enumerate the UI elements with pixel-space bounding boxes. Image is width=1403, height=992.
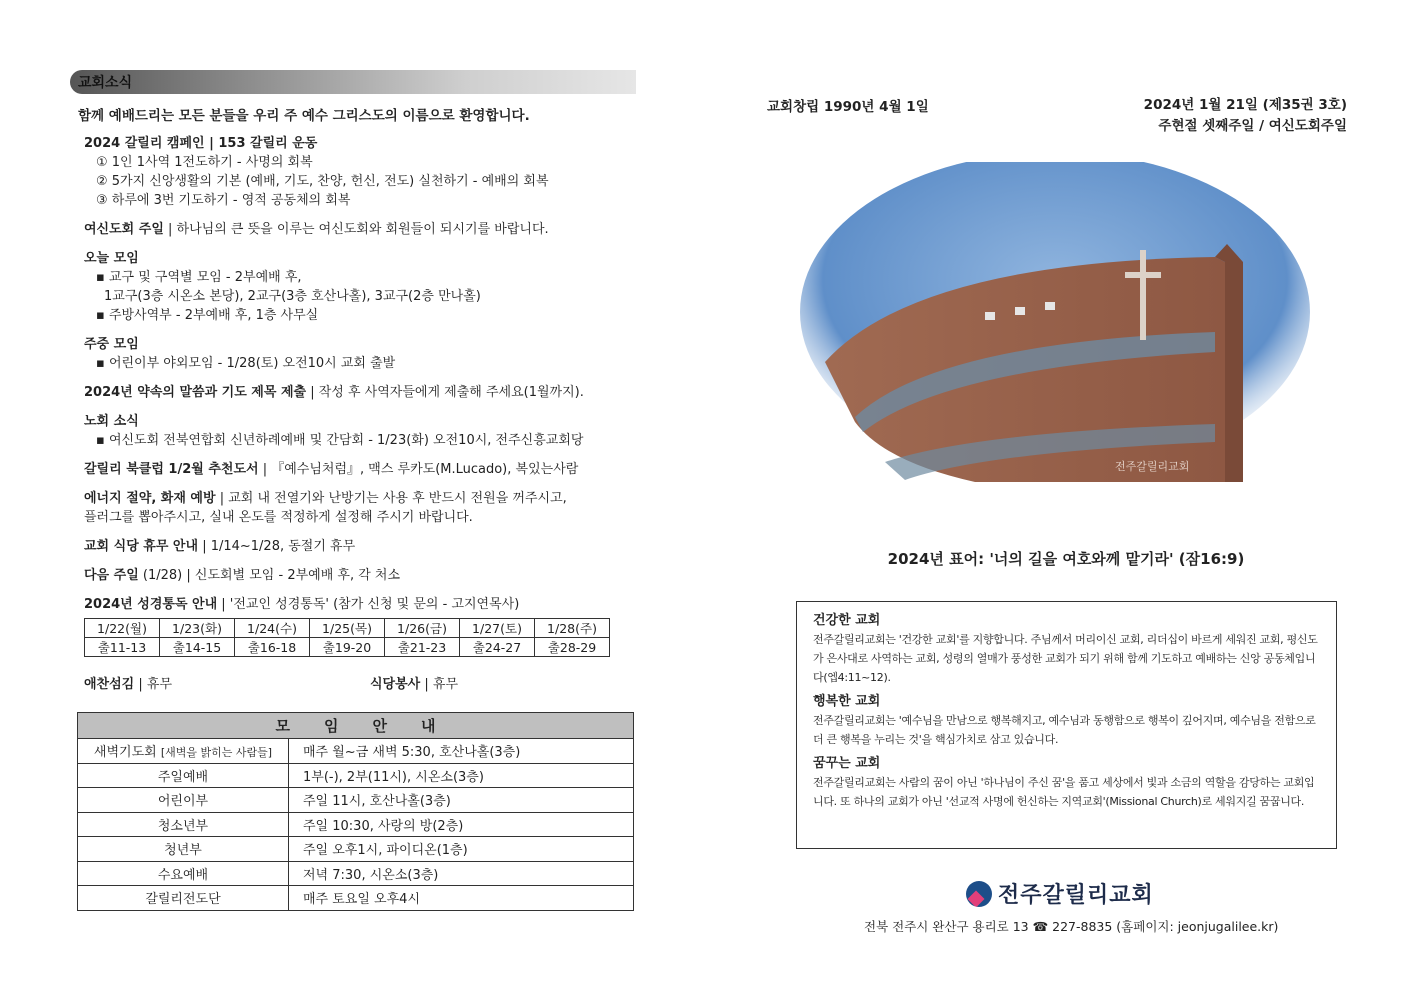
table-cell: 1/22(월) xyxy=(85,619,160,638)
book-title: 갈릴리 북클럽 1/2월 추천도서 xyxy=(84,462,259,477)
women-sunday-notice xyxy=(84,220,636,239)
serve-title: 식당봉사 xyxy=(370,677,421,692)
meeting-time: 매주 월~금 새벽 5:30, 호산나홀(3층) xyxy=(289,739,634,764)
meeting-name: 새벽기도회 [새벽을 밝히는 사람들] xyxy=(78,739,289,764)
today-meetings xyxy=(84,249,636,325)
choir-title: 애찬섬김 xyxy=(84,677,135,692)
bible-reading-notice xyxy=(84,595,636,614)
list-item: ▪ 어린이부 야외모임 - 1/28(토) 오전10시 교회 출발 xyxy=(96,356,396,371)
bible-text: | '전교인 성경통독' (참가 신청 및 문의 - 고지연목사) xyxy=(221,597,520,612)
bible-reading-table xyxy=(84,618,610,657)
table-row xyxy=(78,886,634,911)
founding-date: 교회창립 1990년 4월 1일 xyxy=(767,99,929,115)
logo-text: 전주갈릴리교회 xyxy=(998,883,1154,908)
address-line: 전북 전주시 완산구 용리로 13 ☎ 227-8835 (홈페이지: jeonjugalilee.kr) xyxy=(864,919,1279,934)
meeting-name: 어린이부 xyxy=(78,788,289,813)
book-club-notice xyxy=(84,460,636,479)
energy-notice xyxy=(84,489,636,527)
church-logo xyxy=(966,878,1154,909)
table-row xyxy=(78,812,634,837)
table-row xyxy=(78,739,634,764)
promise-notice xyxy=(84,383,636,402)
meeting-time: 주일 오후1시, 파이디온(1층) xyxy=(289,837,634,862)
table-cell: 출21-23 xyxy=(385,638,460,657)
list-item: ▪ 여신도회 전북연합회 신년하례예배 및 간담회 - 1/23(화) 오전10시, 전주신흥교회당 xyxy=(96,433,584,448)
meeting-name: 청소년부 xyxy=(78,812,289,837)
issue-header xyxy=(1144,95,1347,137)
meeting-name: 갈릴리전도단 xyxy=(78,886,289,911)
campaign-block xyxy=(84,134,636,210)
promise-text: | 작성 후 사역자들에게 제출해 주세요(1월까지). xyxy=(310,385,584,400)
value-title: 행복한 교회 xyxy=(813,694,881,709)
cafeteria-title: 교회 식당 휴무 안내 xyxy=(84,539,199,554)
promise-title: 2024년 약속의 말씀과 기도 제목 제출 xyxy=(84,385,307,400)
building-sign: 전주갈릴리교회 xyxy=(1115,460,1190,473)
table-cell: 출28-29 xyxy=(535,638,610,657)
table-cell: 1/24(수) xyxy=(235,619,310,638)
women-text: | 하나님의 큰 뜻을 이루는 여신도회와 회원들이 되시기를 바랍니다. xyxy=(168,222,549,237)
section-header xyxy=(70,70,636,94)
table-cell: 출24-27 xyxy=(460,638,535,657)
sunday-name: 주현절 셋째주일 / 여신도회주일 xyxy=(1158,118,1347,134)
week-title: 주중 모임 xyxy=(84,337,139,352)
presbytery-title: 노회 소식 xyxy=(84,414,139,429)
energy-text-2: 플러그를 뽑아주시고, 실내 온도를 적정하게 설정해 주시기 바랍니다. xyxy=(84,510,473,525)
campaign-title: 2024 갈릴리 캠페인 | 153 갈릴리 운동 xyxy=(84,136,318,151)
campaign-item: ③ 하루에 3번 기도하기 - 영적 공동체의 회복 xyxy=(96,193,351,208)
value-text: 전주갈릴리교회는 사람의 꿈이 아닌 '하나님이 주신 꿈'을 품고 세상에서 빛과 소금의 역할을 감당하는 교회입니다. 또 하나의 교회가 아닌 '선교적 사명에 헌신하는 지역교회'(Missional Church)로 세워지길 꿈꿉니다. xyxy=(813,776,1315,808)
energy-text: | 교회 내 전열기와 난방기는 사용 후 반드시 전원을 꺼주시고, xyxy=(219,491,567,506)
welcome-text: 함께 예배드리는 모든 분들을 우리 주 예수 그리스도의 이름으로 환영합니다. xyxy=(78,108,530,124)
list-item: ▪ 교구 및 구역별 모임 - 2부예배 후, xyxy=(96,270,302,285)
table-cell: 1/27(토) xyxy=(460,619,535,638)
women-title: 여신도회 주일 xyxy=(84,222,164,237)
table-header-row xyxy=(78,713,634,739)
serve-text: | 휴무 xyxy=(424,677,459,692)
core-values-box xyxy=(796,601,1337,849)
table-cell: 1/25(목) xyxy=(310,619,385,638)
table-row xyxy=(78,861,634,886)
meeting-name: 주일예배 xyxy=(78,763,289,788)
bible-title: 2024년 성경통독 안내 xyxy=(84,597,218,612)
church-building-image xyxy=(795,162,1315,504)
table-row xyxy=(85,619,610,638)
campaign-item: ② 5가지 신앙생활의 기본 (예배, 기도, 찬양, 헌신, 전도) 실천하기 - 예배의 회복 xyxy=(96,174,549,189)
table-cell: 1/26(금) xyxy=(385,619,460,638)
list-item: ▪ 주방사역부 - 2부예배 후, 1층 사무실 xyxy=(96,308,319,323)
choir-text: | 휴무 xyxy=(138,677,173,692)
meetings-header: 모임안내 xyxy=(78,713,634,739)
table-cell: 1/28(주) xyxy=(535,619,610,638)
service-status xyxy=(84,675,636,694)
meeting-time: 매주 토요일 오후4시 xyxy=(289,886,634,911)
meeting-time: 주일 10:30, 사랑의 방(2층) xyxy=(289,812,634,837)
campaign-item: ① 1인 1사역 1전도하기 - 사명의 회복 xyxy=(96,155,313,170)
meeting-name: 수요예배 xyxy=(78,861,289,886)
cafeteria-text: | 1/14~1/28, 동절기 휴무 xyxy=(202,539,356,554)
table-cell: 출16-18 xyxy=(235,638,310,657)
next-sunday-notice xyxy=(84,566,636,585)
cafeteria-notice xyxy=(84,537,636,556)
issue-date: 2024년 1월 21일 (제35권 3호) xyxy=(1143,97,1347,113)
energy-title: 에너지 절약, 화재 예방 xyxy=(84,491,216,506)
table-cell: 출19-20 xyxy=(310,638,385,657)
next-title: 다음 주일 xyxy=(84,568,139,583)
meeting-time: 주일 11시, 호산나홀(3층) xyxy=(289,788,634,813)
book-text: | 『예수님처럼』, 맥스 루카도(M.Lucado), 복있는사람 xyxy=(262,462,579,477)
meeting-name: 청년부 xyxy=(78,837,289,862)
table-row xyxy=(85,638,610,657)
value-text: 전주갈릴리교회는 '예수님을 만남으로 행복해지고, 예수님과 동행함으로 행복이 깊어지며, 예수님을 전함으로 더 큰 행복을 누리는 것'을 핵심가치로 삼고 있습니다. xyxy=(813,714,1316,746)
today-title: 오늘 모임 xyxy=(84,251,139,266)
value-title: 꿈꾸는 교회 xyxy=(813,756,881,771)
weekday-meetings xyxy=(84,335,636,373)
list-item: 1교구(3층 시온소 본당), 2교구(3층 호산나홀), 3교구(2층 만나홀) xyxy=(104,289,481,304)
presbytery-news xyxy=(84,412,636,450)
meeting-time: 1부(-), 2부(11시), 시온소(3층) xyxy=(289,763,634,788)
table-row xyxy=(78,837,634,862)
next-text: (1/28) | 신도회별 모임 - 2부예배 후, 각 처소 xyxy=(142,568,401,583)
year-motto: 2024년 표어: '너의 길을 여호와께 맡기라' (잠16:9) xyxy=(887,550,1245,568)
table-cell: 출11-13 xyxy=(85,638,160,657)
meeting-time: 저녁 7:30, 시온소(3층) xyxy=(289,861,634,886)
meetings-table xyxy=(77,712,634,911)
logo-icon xyxy=(966,881,992,907)
table-row xyxy=(78,788,634,813)
section-title: 교회소식 xyxy=(78,75,133,91)
news-column xyxy=(70,70,636,694)
table-cell: 1/23(화) xyxy=(160,619,235,638)
table-row xyxy=(78,763,634,788)
value-text: 전주갈릴리교회는 '건강한 교회'를 지향합니다. 주님께서 머리이신 교회, 리더십이 바르게 세워진 교회, 평신도가 은사대로 사역하는 교회, 성령의 열매가 풍성한 교회가 되기 위해 함께 기도하고 예배하는 신앙 공동체입니다(엡4:11~12). xyxy=(813,633,1318,684)
value-title: 건강한 교회 xyxy=(813,613,881,628)
table-cell: 출14-15 xyxy=(160,638,235,657)
